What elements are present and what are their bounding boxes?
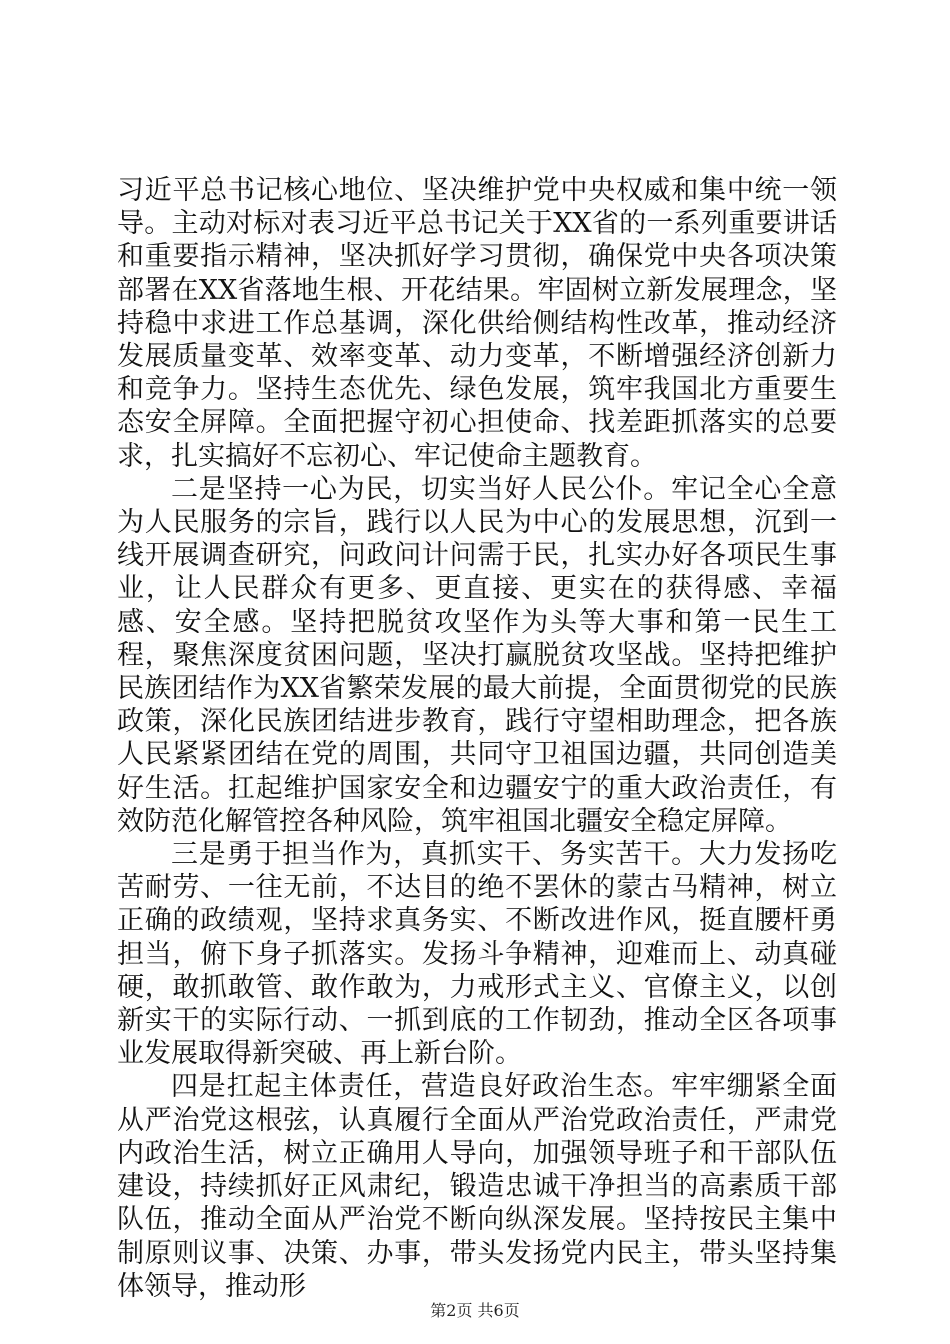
paragraph-4: 四是扛起主体责任，营造良好政治生态。牢牢绷紧全面从严治党这根弦，认真履行全面从严治党政治责任，严肃党内政治生活，树立正确用人导向，加强领导班子和干部队伍建设，持续抓好正风肃纪，锻造忠诚干净担当的高素质干部队伍，推动全面从严治党不断向纵深发展。坚持按民主集中制原则议事、决策、办事，带头发扬党内民主，带头坚持集体领导，推动形 <box>117 1071 837 1302</box>
page-number-footer: 第2页 共6页 <box>430 1301 520 1320</box>
paragraph-1: 习近平总书记核心地位、坚决维护党中央权威和集中统一领导。主动对标对表习近平总书记关于XX省的一系列重要讲话和重要指示精神，坚决抓好学习贯彻，确保党中央各项决策部署在XX省落地生根、开花结果。牢固树立新发展理念，坚持稳中求进工作总基调，深化供给侧结构性改革，推动经济发展质量变革、效率变革、动力变革，不断增强经济创新力和竞争力。坚持生态优先、绿色发展，筑牢我国北方重要生态安全屏障。全面把握守初心担使命、找差距抓落实的总要求，扎实搞好不忘初心、牢记使命主题教育。 <box>117 175 837 472</box>
paragraph-3: 三是勇于担当作为，真抓实干、务实苦干。大力发扬吃苦耐劳、一往无前，不达目的绝不罢休的蒙古马精神，树立正确的政绩观，坚持求真务实、不断改进作风，挺直腰杆勇担当，俯下身子抓落实。发扬斗争精神，迎难而上、动真碰硬，敢抓敢管、敢作敢为，力戒形式主义、官僚主义，以创新实干的实际行动、一抓到底的工作韧劲，推动全区各项事业发展取得新突破、再上新台阶。 <box>117 839 837 1070</box>
paragraph-2: 二是坚持一心为民，切实当好人民公仆。牢记全心全意为人民服务的宗旨，践行以人民为中心的发展思想，沉到一线开展调查研究，问政问计问需于民，扎实办好各项民生事业，让人民群众有更多、更直接、更实在的获得感、幸福感、安全感。坚持把脱贫攻坚作为头等大事和第一民生工程，聚焦深度贫困问题，坚决打赢脱贫攻坚战。坚持把维护民族团结作为XX省繁荣发展的最大前提，全面贯彻党的民族政策，深化民族团结进步教育，践行守望相助理念，把各族人民紧紧团结在党的周围，共同守卫祖国边疆，共同创造美好生活。扛起维护国家安全和边疆安宁的重大政治责任，有效防范化解管控各种风险，筑牢祖国北疆安全稳定屏障。 <box>117 473 837 837</box>
document-body <box>117 174 837 1303</box>
